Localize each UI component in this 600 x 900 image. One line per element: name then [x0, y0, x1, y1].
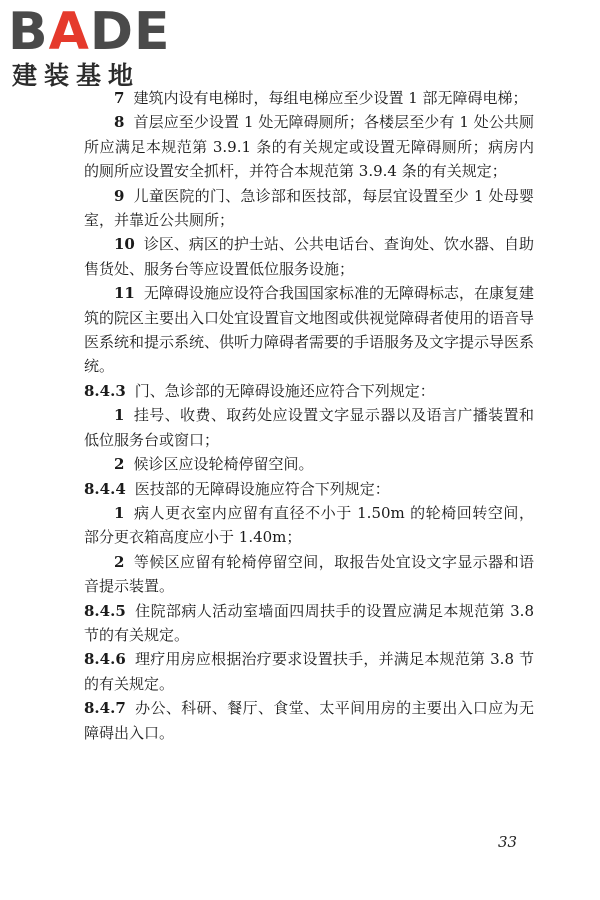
clause-number: 8.4.3 [84, 381, 126, 400]
clause-number: 8.4.7 [84, 699, 126, 718]
paragraph-text: 首层应至少设置 1 处无障碍厕所；各楼层至少有 1 处公共厕所应满足本规范第 3.9.1 条的有关规定或设置无障碍厕所；病房内的厕所应设置安全抓杆，并符合本规范第 3.9.4 条的有关规定； [84, 113, 534, 181]
item-number: 1 [114, 503, 125, 522]
clause-8-4-5 [84, 599, 534, 648]
paragraph-text: 办公、科研、餐厅、食堂、太平间用房的主要出入口应为无障碍出入口。 [84, 699, 534, 742]
item-number: 2 [114, 552, 125, 571]
item-number: 9 [114, 186, 125, 205]
paragraph-item-7 [84, 86, 534, 110]
paragraph-item-1 [84, 501, 534, 550]
logo-letters-de: DE [89, 2, 171, 62]
paragraph-text: 建筑内设有电梯时，每组电梯应至少设置 1 部无障碍电梯； [133, 89, 528, 107]
document-body [84, 86, 534, 745]
logo-wordmark [8, 4, 171, 60]
logo-letter-a-accent: A [48, 2, 90, 62]
paragraph-item-2 [84, 550, 534, 599]
paragraph-text: 门、急诊部的无障碍设施还应符合下列规定： [134, 381, 435, 400]
clause-number: 8.4.4 [84, 479, 126, 498]
paragraph-text: 病人更衣室内应留有直径不小于 1.50m 的轮椅回转空间，部分更衣箱高度应小于 1.40m； [84, 503, 534, 547]
item-number: 1 [114, 406, 125, 425]
paragraph-item-11 [84, 281, 534, 379]
paragraph-text: 等候区应留有轮椅停留空间，取报告处宜设文字显示器和语音提示装置。 [84, 552, 534, 596]
clause-number: 8.4.5 [84, 601, 126, 620]
paragraph-text: 候诊区应设轮椅停留空间。 [133, 455, 314, 474]
paragraph-text: 住院部病人活动室墙面四周扶手的设置应满足本规范第 3.8 节的有关规定。 [84, 601, 534, 644]
paragraph-item-2 [84, 452, 534, 476]
paragraph-text: 儿童医院的门、急诊部和医技部，每层宜设置至少 1 处母婴室，并靠近公共厕所； [84, 186, 534, 230]
paragraph-text: 挂号、收费、取药处应设置文字显示器以及语言广播装置和低位服务台或窗口； [84, 406, 534, 449]
clause-8-4-6 [84, 647, 534, 696]
paragraph-text: 诊区、病区的护士站、公共电话台、查询处、饮水器、自助售货处、服务台等应设置低位服务设施； [84, 235, 534, 278]
paragraph-text: 理疗用房应根据治疗要求设置扶手，并满足本规范第 3.8 节的有关规定。 [84, 650, 534, 693]
item-number: 7 [114, 89, 125, 107]
logo-letter-b: B [8, 2, 49, 62]
clause-8-4-3 [84, 379, 534, 403]
clause-8-4-7 [84, 696, 534, 745]
item-number: 10 [114, 235, 135, 254]
clause-8-4-4 [84, 477, 534, 501]
clause-number: 8.4.6 [84, 650, 126, 669]
brand-logo [8, 4, 178, 90]
paragraph-text: 医技部的无障碍设施应符合下列规定： [134, 479, 390, 498]
item-number: 11 [114, 284, 135, 303]
paragraph-item-1 [84, 403, 534, 452]
logo-subtitle: 建装基地 [12, 61, 141, 90]
paragraph-item-10 [84, 232, 534, 281]
page-number: 33 [498, 833, 518, 851]
item-number: 8 [114, 113, 125, 132]
paragraph-item-8 [84, 110, 534, 183]
item-number: 2 [114, 455, 125, 474]
paragraph-text: 无障碍设施应设符合我国国家标准的无障碍标志，在康复建筑的院区主要出入口处宜设置盲文地图或供视觉障碍者使用的语音导医系统和提示系统、供听力障碍者需要的手语服务及文字提示导医系统。 [84, 284, 535, 376]
paragraph-item-9 [84, 184, 534, 233]
